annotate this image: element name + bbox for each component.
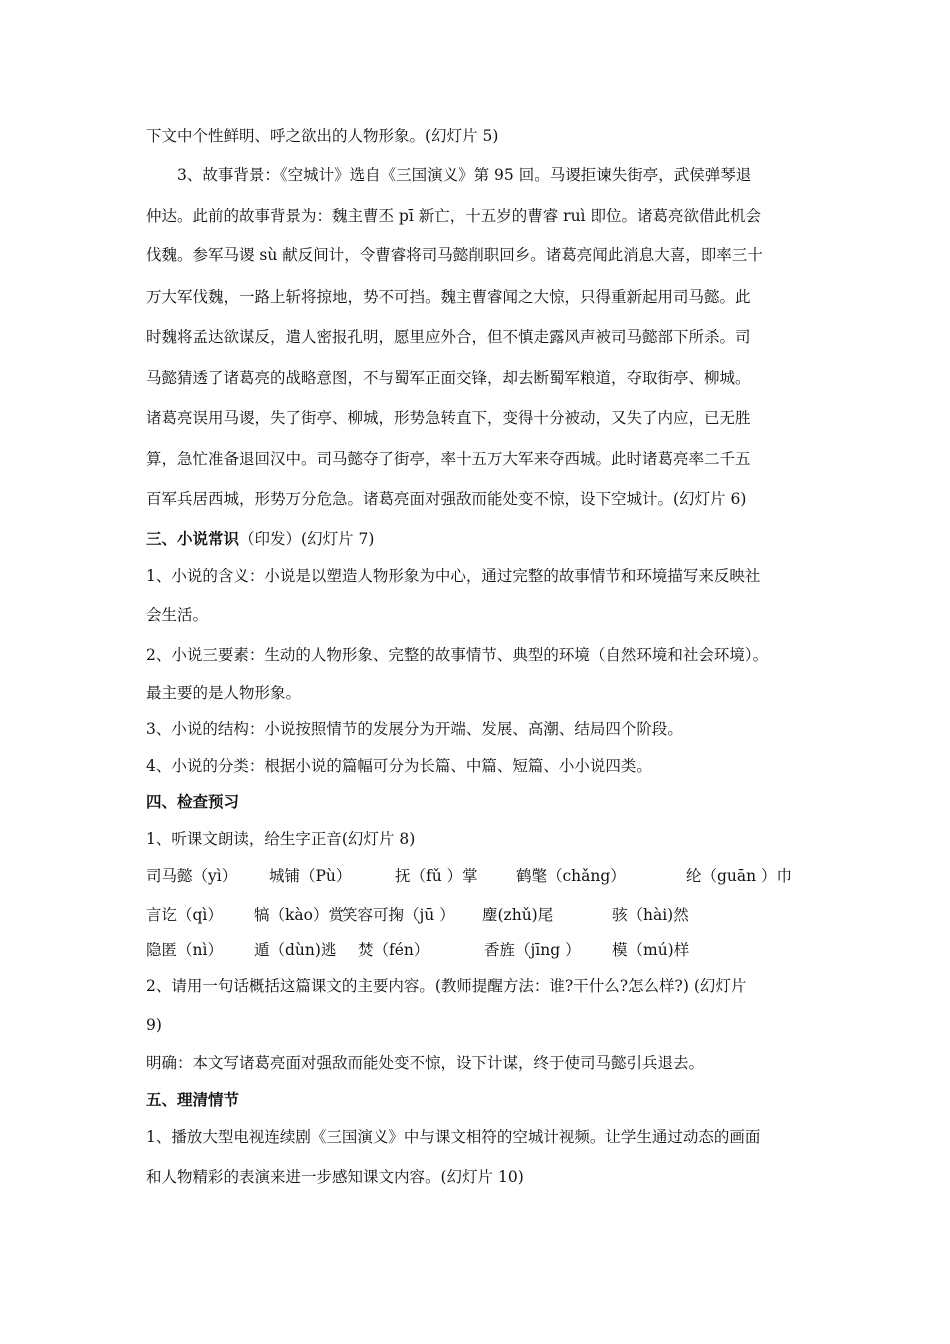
paragraph-line: 算，急忙准备退回汉中。司马懿夺了街亭，率十五万大军来夺西城。此时诸葛亮率二千五: [146, 450, 751, 468]
paragraph-line: 3、故事背景：《空城计》选自《三国演义》第 95 回。马谡拒谏失街亭，武侯弹琴退: [177, 166, 752, 184]
paragraph-line: 万大军伐魏，一路上斩将掠地，势不可挡。魏主曹睿闻之大惊，只得重新起用司马懿。此: [146, 288, 751, 306]
paragraph-line: 9): [146, 1016, 162, 1034]
paragraph-line: 1、小说的含义：小说是以塑造人物形象为中心，通过完整的故事情节和环境描写来反映社: [146, 567, 761, 585]
pinyin-item: 言讫（qì）: [146, 906, 223, 924]
section-heading-line: [146, 529, 840, 549]
pinyin-item: 鹤氅（chǎng）: [516, 867, 626, 885]
pinyin-item: 司马懿（yì）: [146, 867, 238, 885]
heading-note: （印发）(幻灯片 7): [239, 530, 375, 548]
pinyin-item: 焚（fén）: [358, 941, 430, 959]
paragraph-line: 1、播放大型电视连续剧《三国演义》中与课文相符的空城计视频。让学生通过动态的画面: [146, 1128, 761, 1146]
paragraph-line: 最主要的是人物形象。: [146, 684, 302, 702]
paragraph-line: 仲达。此前的故事背景为：魏主曹丕 pī 新亡，十五岁的曹睿 ruì 即位。诸葛亮欲借此机会: [146, 207, 761, 225]
pinyin-item: 遁（dùn)逃: [254, 941, 337, 959]
pinyin-item: 犒（kào）赏: [254, 906, 344, 924]
paragraph-line: 2、请用一句话概括这篇课文的主要内容。(教师提醒方法：谁?干什么?怎么样?) (幻灯片: [146, 977, 747, 995]
paragraph-line: 时魏将孟达欲谋反，遣人密报孔明，愿里应外合，但不慎走露风声被司马懿部下所杀。司: [146, 328, 751, 346]
section-heading: 四、检查预习: [146, 792, 240, 811]
pinyin-item: 麈(zhǔ)尾: [482, 906, 554, 924]
section-heading: 三、小说常识: [146, 529, 240, 548]
paragraph-line: 会生活。: [146, 606, 209, 624]
paragraph-line: 明确：本文写诸葛亮面对强敌而能处变不惊，设下计谋，终于使司马懿引兵退去。: [146, 1054, 705, 1072]
paragraph-line: 下文中个性鲜明、呼之欲出的人物形象。(幻灯片 5): [146, 127, 499, 145]
section-heading: 五、理清情节: [146, 1090, 240, 1109]
paragraph-line: 2、小说三要素：生动的人物形象、完整的故事情节、典型的环境（自然环境和社会环境）。: [146, 646, 769, 664]
paragraph-line: 诸葛亮误用马谡，失了街亭、柳城，形势急转直下，变得十分被动，又失了内应，已无胜: [146, 409, 751, 427]
paragraph-line: 和人物精彩的表演来进一步感知课文内容。(幻灯片 10): [146, 1168, 524, 1186]
paragraph-line: 3、小说的结构：小说按照情节的发展分为开端、发展、高潮、结局四个阶段。: [146, 720, 683, 738]
pinyin-item: 骇（hài)然: [612, 906, 689, 924]
pinyin-item: 笑容可掬（jū ）: [342, 906, 455, 924]
pinyin-item: 纶（guān ）巾: [686, 867, 793, 885]
pinyin-item: 模（mú)样: [612, 941, 690, 959]
paragraph-line: 1、听课文朗读，给生字正音(幻灯片 8): [146, 830, 416, 848]
pinyin-item: 隐匿（nì）: [146, 941, 223, 959]
paragraph-line: 百军兵居西城，形势万分危急。诸葛亮面对强敌而能处变不惊，设下空城计。(幻灯片 6): [146, 490, 747, 508]
pinyin-item: 城铺（Pù）: [269, 867, 352, 885]
pinyin-item: 抚（fǔ ）掌: [395, 867, 478, 885]
paragraph-line: 伐魏。参军马谡 sù 献反间计，令曹睿将司马懿削职回乡。诸葛亮闻此消息大喜，即率三十: [146, 246, 763, 264]
paragraph-line: 4、小说的分类：根据小说的篇幅可分为长篇、中篇、短篇、小小说四类。: [146, 757, 652, 775]
pinyin-item: 香旌（jīng ）: [484, 941, 581, 959]
paragraph-line: 马懿猜透了诸葛亮的战略意图，不与蜀军正面交锋，却去断蜀军粮道，夺取街亭、柳城。: [146, 369, 751, 387]
